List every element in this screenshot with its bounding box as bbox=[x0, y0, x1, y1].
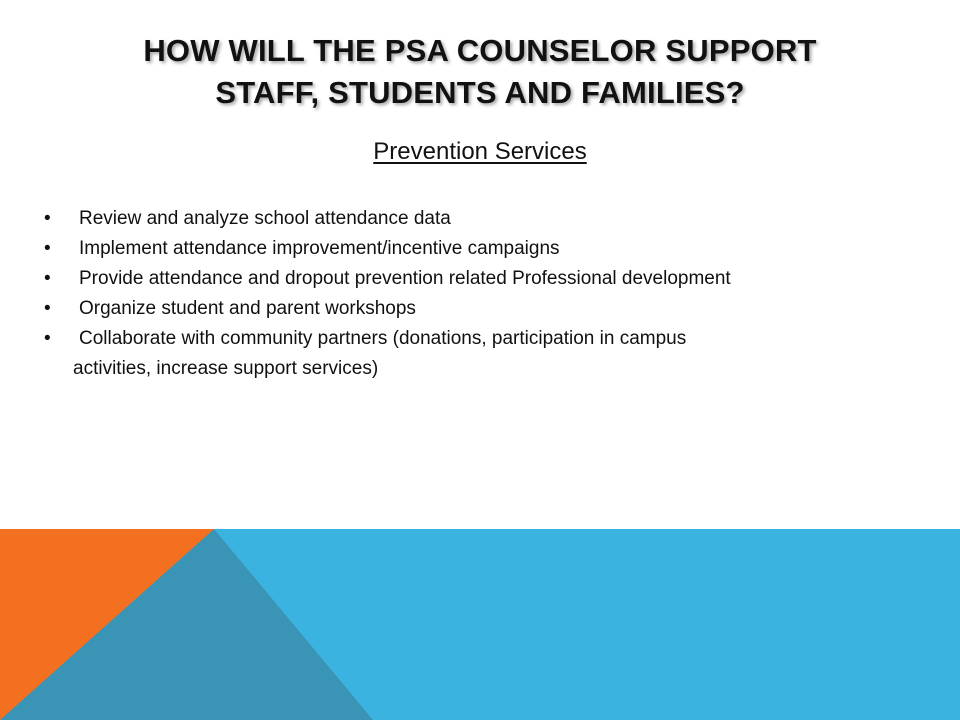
title-line-2: STAFF, STUDENTS AND FAMILIES? bbox=[215, 75, 745, 110]
bullet-icon: • bbox=[44, 208, 51, 229]
bullet-text: Provide attendance and dropout prevention related Professional development bbox=[79, 268, 731, 289]
bullet-text-line-2: activities, increase support services) bbox=[73, 358, 379, 379]
bullet-icon: • bbox=[44, 268, 51, 289]
bullet-list bbox=[40, 204, 920, 384]
bullet-item bbox=[40, 204, 920, 234]
decorative-footer-graphic bbox=[0, 529, 960, 720]
slide-title bbox=[0, 30, 960, 114]
bullet-item bbox=[40, 294, 920, 324]
bullet-item bbox=[40, 324, 920, 384]
bullet-text: Organize student and parent workshops bbox=[79, 298, 416, 319]
bullet-icon: • bbox=[44, 238, 51, 259]
title-line-1: HOW WILL THE PSA COUNSELOR SUPPORT bbox=[143, 33, 817, 68]
bullet-text: Implement attendance improvement/incentive campaigns bbox=[79, 238, 560, 259]
bullet-item bbox=[40, 234, 920, 264]
section-heading: Prevention Services bbox=[373, 138, 587, 165]
bullet-text-line-1: Collaborate with community partners (donations, participation in campus bbox=[79, 328, 687, 349]
bullet-item bbox=[40, 264, 920, 294]
bullet-text: Review and analyze school attendance data bbox=[79, 208, 451, 229]
bullet-icon: • bbox=[44, 298, 51, 319]
bullet-icon: • bbox=[44, 328, 51, 349]
